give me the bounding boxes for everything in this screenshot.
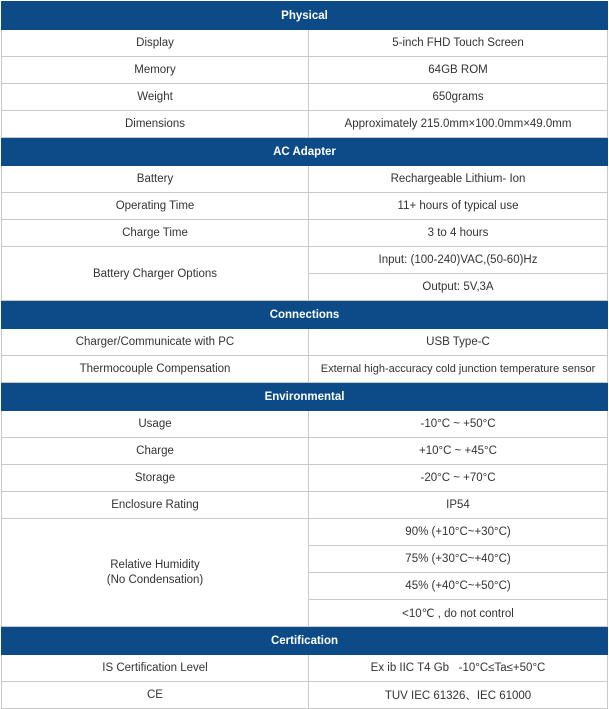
section-header-row bbox=[2, 383, 608, 411]
spec-value: 11+ hours of typical use bbox=[309, 193, 608, 220]
spec-label: Battery bbox=[2, 166, 309, 193]
table-row bbox=[2, 465, 608, 492]
spec-value: Rechargeable Lithium- Ion bbox=[309, 166, 608, 193]
spec-label: CE bbox=[2, 682, 309, 709]
spec-label: Charge bbox=[2, 438, 309, 465]
section-header-row bbox=[2, 138, 608, 166]
spec-value: Output: 5V,3A bbox=[309, 274, 608, 301]
spec-label: Relative Humidity bbox=[110, 558, 200, 571]
spec-label: Usage bbox=[2, 411, 309, 438]
section-header-row bbox=[2, 2, 608, 30]
spec-label-humidity bbox=[2, 519, 309, 627]
section-title-physical: Physical bbox=[2, 2, 608, 30]
spec-label: Dimensions bbox=[2, 111, 309, 138]
spec-value: 45% (+40°C~+50°C) bbox=[309, 573, 608, 600]
table-row bbox=[2, 492, 608, 519]
specifications-table bbox=[1, 1, 608, 709]
section-title-environmental: Environmental bbox=[2, 383, 608, 411]
section-title-connections: Connections bbox=[2, 301, 608, 329]
table-row bbox=[2, 411, 608, 438]
spec-value: 3 to 4 hours bbox=[309, 220, 608, 247]
spec-value: <10℃ , do not control bbox=[309, 600, 608, 627]
spec-label: Charge Time bbox=[2, 220, 309, 247]
table-row bbox=[2, 220, 608, 247]
spec-value: USB Type-C bbox=[309, 329, 608, 356]
spec-label-note: (No Condensation) bbox=[106, 573, 204, 586]
spec-value: IP54 bbox=[309, 492, 608, 519]
spec-label: Thermocouple Compensation bbox=[2, 356, 309, 383]
spec-label: Memory bbox=[2, 57, 309, 84]
table-row bbox=[2, 356, 608, 383]
spec-value: 64GB ROM bbox=[309, 57, 608, 84]
spec-label: Operating Time bbox=[2, 193, 309, 220]
table-row bbox=[2, 193, 608, 220]
table-row bbox=[2, 682, 608, 709]
spec-value: 90% (+10°C~+30°C) bbox=[309, 519, 608, 546]
table-row bbox=[2, 111, 608, 138]
spec-value: Input: (100-240)VAC,(50-60)Hz bbox=[309, 247, 608, 274]
table-row bbox=[2, 329, 608, 356]
spec-label: Charger/Communicate with PC bbox=[2, 329, 309, 356]
spec-value: +10°C ~ +45°C bbox=[309, 438, 608, 465]
spec-value: -20°C ~ +70°C bbox=[309, 465, 608, 492]
spec-label: Enclosure Rating bbox=[2, 492, 309, 519]
section-header-row bbox=[2, 627, 608, 655]
spec-label: IS Certification Level bbox=[2, 655, 309, 682]
table-row bbox=[2, 655, 608, 682]
table-row bbox=[2, 438, 608, 465]
table-row bbox=[2, 166, 608, 193]
table-row bbox=[2, 84, 608, 111]
table-row bbox=[2, 57, 608, 84]
spec-value: Approximately 215.0mm×100.0mm×49.0mm bbox=[309, 111, 608, 138]
section-header-row bbox=[2, 301, 608, 329]
spec-value: -10°C ~ +50°C bbox=[309, 411, 608, 438]
table-row bbox=[2, 247, 608, 274]
spec-label: Display bbox=[2, 30, 309, 57]
table-row bbox=[2, 30, 608, 57]
spec-label: Storage bbox=[2, 465, 309, 492]
spec-label: Battery Charger Options bbox=[2, 247, 309, 301]
spec-value: TUV IEC 61326、IEC 61000 bbox=[309, 682, 608, 709]
spec-value: 650grams bbox=[309, 84, 608, 111]
spec-value: 75% (+30°C~+40°C) bbox=[309, 546, 608, 573]
spec-value: 5-inch FHD Touch Screen bbox=[309, 30, 608, 57]
spec-value: External high-accuracy cold junction temperature sensor bbox=[309, 356, 608, 383]
table-row bbox=[2, 519, 608, 546]
section-title-certification: Certification bbox=[2, 627, 608, 655]
section-title-ac-adapter: AC Adapter bbox=[2, 138, 608, 166]
spec-value: Ex ib IIC T4 Gb -10°C≤Ta≤+50°C bbox=[309, 655, 608, 682]
spec-label: Weight bbox=[2, 84, 309, 111]
